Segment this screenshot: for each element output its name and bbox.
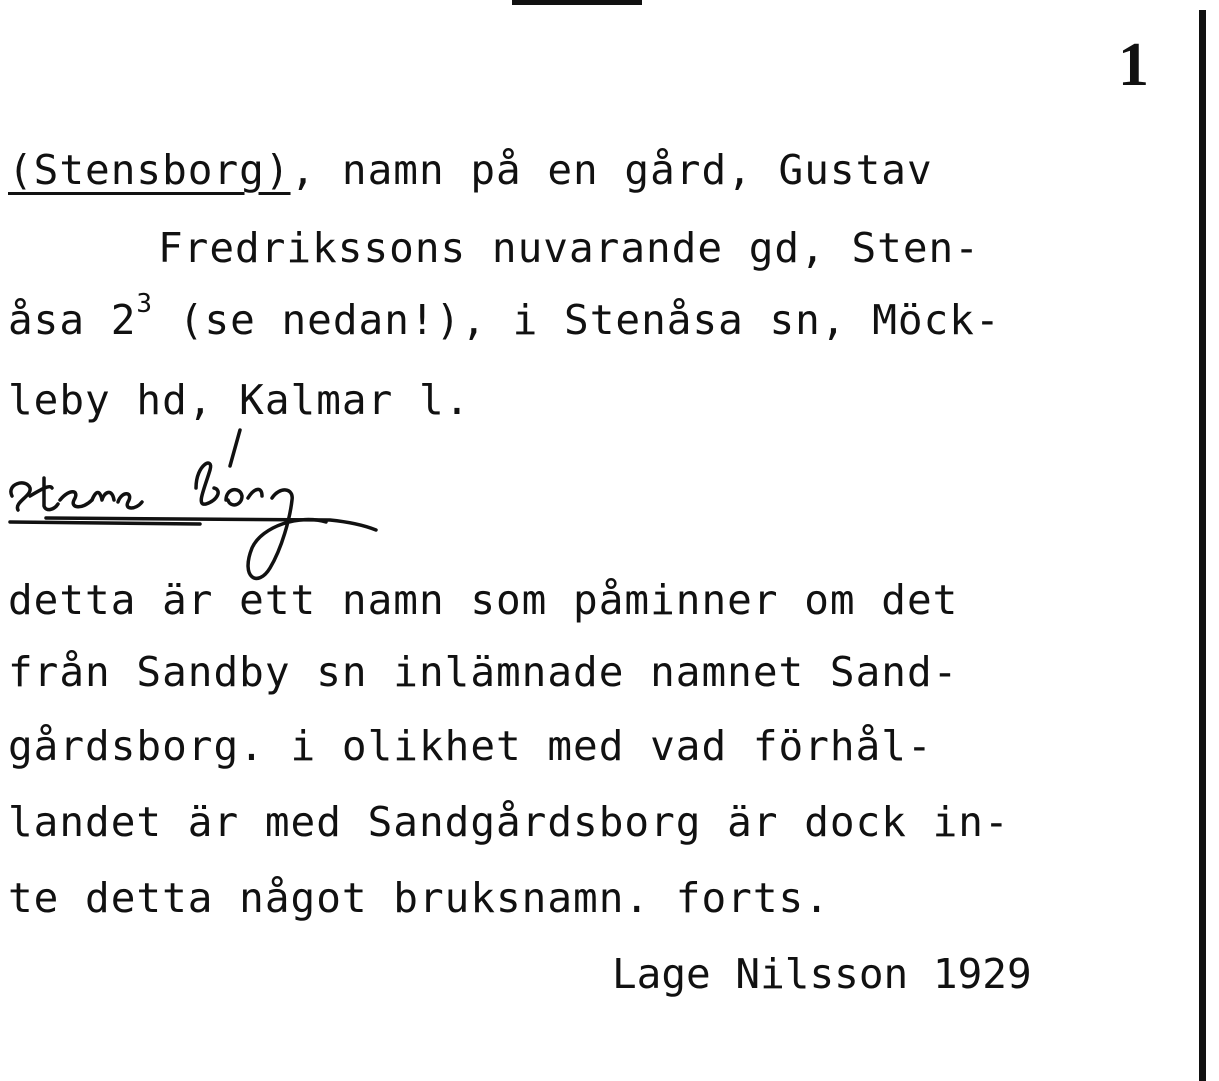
signature-line: Lage Nilsson 1929 bbox=[612, 950, 1032, 998]
page-number: 1 bbox=[1118, 31, 1149, 99]
entry-line-1-text: , namn på en gård, Gustav bbox=[290, 146, 933, 194]
entry-line-3 bbox=[8, 289, 1001, 344]
comment-line-4: landet är med Sandgårdsborg är dock in- bbox=[8, 798, 1010, 846]
comment-line-2: från Sandby sn inlämnade namnet Sand- bbox=[8, 648, 959, 696]
headword: (Stensborg) bbox=[8, 146, 291, 194]
entry-line-3-rest: (se nedan!), i Stenåsa sn, Möck- bbox=[153, 296, 1001, 344]
entry-line-1 bbox=[8, 146, 933, 194]
comment-line-3: gårdsborg. i olikhet med vad förhål- bbox=[8, 722, 933, 770]
entry-line-3-superscript: 3 bbox=[136, 289, 154, 319]
handwritten-stensborg bbox=[0, 418, 390, 588]
top-edge-mark bbox=[512, 0, 642, 5]
card-right-edge bbox=[1199, 10, 1206, 1081]
entry-line-3-start: åsa 2 bbox=[8, 296, 137, 344]
comment-line-5: te detta något bruksnamn. forts. bbox=[8, 874, 830, 922]
entry-line-2: Fredrikssons nuvarande gd, Sten- bbox=[158, 224, 980, 272]
entry-line-4: leby hd, Kalmar l. bbox=[8, 376, 471, 424]
comment-line-1: detta är ett namn som påminner om det bbox=[8, 576, 959, 624]
